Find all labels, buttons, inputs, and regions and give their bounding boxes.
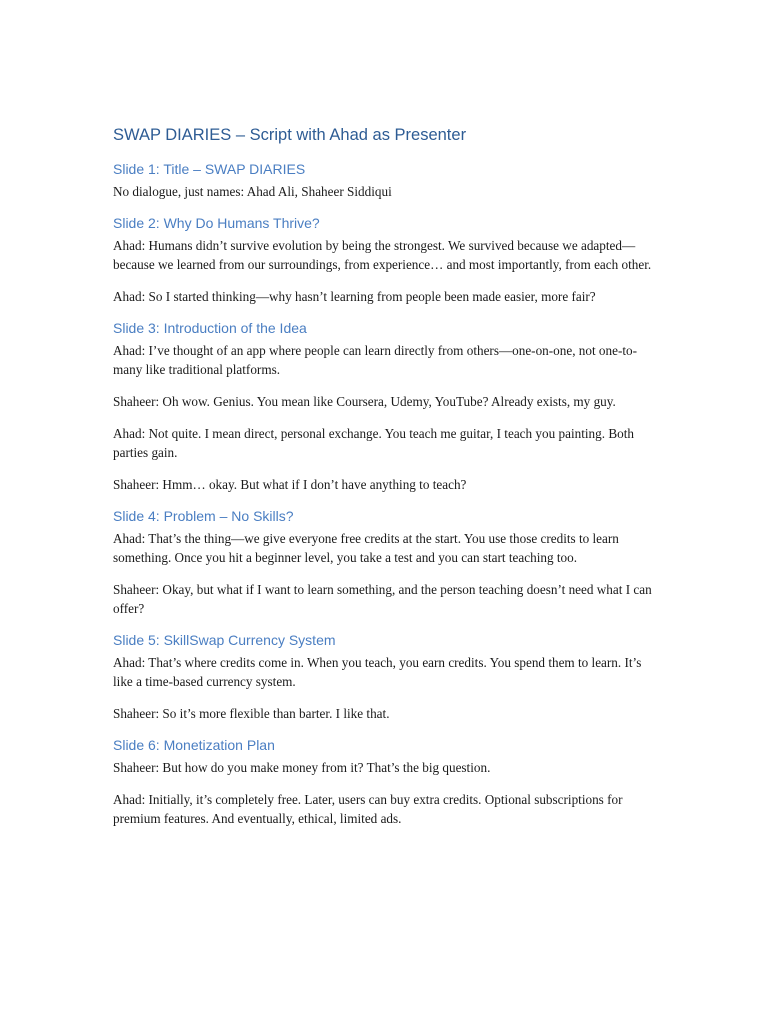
paragraph: Ahad: That’s the thing—we give everyone free credits at the start. You use those credits to learn something. Once you hit a beginner level, you take a test and you can start teaching too. [113, 531, 619, 565]
section-slide-5 [113, 630, 658, 723]
paragraph: Ahad: That’s where credits come in. When you teach, you earn credits. You spend them to learn. It’s like a time-based currency system. [113, 655, 642, 689]
paragraph: Shaheer: So it’s more flexible than barter. I like that. [113, 706, 390, 721]
document-page [113, 124, 658, 840]
section-slide-2 [113, 213, 658, 306]
paragraph: Ahad: Humans didn’t survive evolution by being the strongest. We survived because we adapted—because we learned from our surroundings, from experience… and most importantly, from each other. [113, 238, 652, 272]
section-heading: Slide 5: SkillSwap Currency System [113, 632, 336, 648]
section-slide-1 [113, 159, 658, 201]
section-heading: Slide 2: Why Do Humans Thrive? [113, 215, 320, 231]
section-heading: Slide 3: Introduction of the Idea [113, 320, 307, 336]
paragraph: Ahad: Not quite. I mean direct, personal exchange. You teach me guitar, I teach you painting. Both parties gain. [113, 426, 634, 460]
section-heading: Slide 1: Title – SWAP DIARIES [113, 161, 306, 177]
paragraph: Ahad: So I started thinking—why hasn’t learning from people been made easier, more fair? [113, 289, 596, 304]
section-heading: Slide 6: Monetization Plan [113, 737, 275, 753]
section-slide-3 [113, 318, 658, 494]
section-slide-4 [113, 506, 658, 618]
paragraph: No dialogue, just names: Ahad Ali, Shaheer Siddiqui [113, 184, 392, 199]
paragraph: Ahad: Initially, it’s completely free. Later, users can buy extra credits. Optional subscriptions for premium features. And eventually, ethical, limited ads. [113, 792, 623, 826]
section-slide-6 [113, 735, 658, 828]
document-title: SWAP DIARIES – Script with Ahad as Presenter [113, 126, 467, 144]
paragraph: Shaheer: Hmm… okay. But what if I don’t have anything to teach? [113, 477, 467, 492]
section-heading: Slide 4: Problem – No Skills? [113, 508, 294, 524]
paragraph: Ahad: I’ve thought of an app where people can learn directly from others—one-on-one, not one-to-many like traditional platforms. [113, 343, 638, 377]
paragraph: Shaheer: Oh wow. Genius. You mean like Coursera, Udemy, YouTube? Already exists, my guy. [113, 394, 616, 409]
paragraph: Shaheer: But how do you make money from it? That’s the big question. [113, 760, 491, 775]
paragraph: Shaheer: Okay, but what if I want to learn something, and the person teaching doesn’t need what I can offer? [113, 582, 652, 616]
